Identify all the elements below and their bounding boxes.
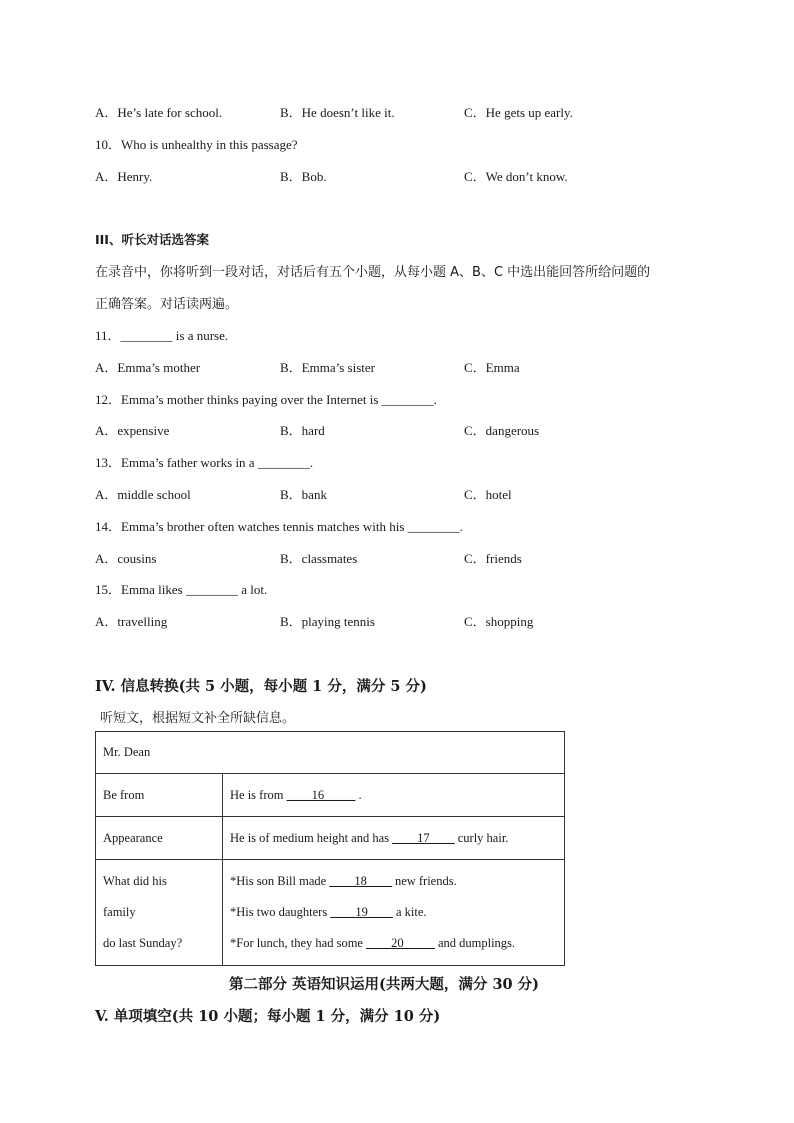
q14-blank: ________	[407, 519, 460, 534]
q11-blank: ________	[120, 328, 173, 343]
row-value-be-from	[223, 774, 565, 817]
q10-stem: 10．Who is unhealthy in this passage?	[95, 137, 298, 152]
row3-line2-text: *His two daughters	[230, 905, 331, 919]
q14-text: 14．Emma’s brother often watches tennis matches with his	[95, 519, 408, 534]
q12-option-c: C．dangerous	[464, 423, 540, 438]
table-row	[96, 860, 565, 966]
table-row	[96, 774, 565, 817]
q10-option-c: C．We don’t know.	[464, 169, 568, 184]
row3-line2-end: a kite.	[392, 905, 427, 919]
row-label-last-sunday	[96, 860, 223, 966]
row3-line1-text: *His son Bill made	[230, 874, 330, 888]
section-4-title: IV. 信息转换(共 5 小题，每小题 1 分，满分 5 分)	[95, 678, 427, 695]
row3-line3	[230, 928, 557, 959]
q15-stem	[95, 579, 267, 598]
row3-line3-end: and dumplings.	[434, 936, 516, 950]
part-2-title: 第二部分 英语知识运用(共两大题，满分 30 分)	[229, 976, 540, 993]
table-row	[96, 817, 565, 860]
q11-option-b: B．Emma’s sister	[280, 360, 375, 375]
q11-text: is a nurse.	[172, 328, 229, 343]
q15-text: 15．Emma likes	[95, 582, 186, 597]
section-5-title: V. 单项填空(共 10 小题；每小题 1 分，满分 10 分)	[95, 1008, 441, 1025]
q14-option-a: A．cousins	[95, 551, 157, 566]
row-label-be-from: Be from	[96, 774, 223, 817]
q13-end: .	[309, 455, 314, 470]
q15-blank: ________	[186, 582, 238, 597]
info-table	[95, 731, 565, 966]
blank-16: ____16_____	[286, 787, 356, 802]
q15-option-a: A．travelling	[95, 614, 168, 629]
q10-option-b: B．Bob.	[280, 169, 327, 184]
q9-option-b: B．He doesn’t like it.	[280, 105, 395, 120]
q12-option-a: A．expensive	[95, 423, 170, 438]
q11-option-c: C．Emma	[464, 360, 520, 375]
row-label-appearance: Appearance	[96, 817, 223, 860]
q14-option-b: B．classmates	[280, 551, 358, 566]
q12-end: .	[433, 392, 437, 407]
q11-number: 11．	[95, 328, 121, 343]
q9-option-a: A．He’s late for school.	[95, 105, 223, 120]
q14-stem	[95, 516, 463, 535]
section-3-title: III、听长对话选答案	[95, 232, 209, 247]
q13-option-c: C．hotel	[464, 487, 512, 502]
q13-stem	[95, 452, 313, 471]
blank-20: ____20_____	[366, 936, 435, 950]
q13-option-a: A．middle school	[95, 487, 191, 502]
q12-text: 12．Emma’s mother thinks paying over the Internet is	[95, 392, 382, 407]
section-3-instruction-line1: 在录音中，你将听到一段对话，对话后有五个小题，从每小题 A、B、C 中选出能回答所给问题的	[95, 265, 651, 280]
q15-option-c: C．shopping	[464, 614, 534, 629]
section-4-instruction: 听短文，根据短文补全所缺信息。	[100, 711, 296, 726]
row3-label-line3: do last Sunday?	[103, 936, 183, 950]
table-header-cell: Mr. Dean	[96, 732, 565, 774]
row3-label-line2: family	[103, 905, 136, 919]
q11-option-a: A．Emma’s mother	[95, 360, 201, 375]
q14-end: .	[459, 519, 463, 534]
q14-option-c: C．friends	[464, 551, 522, 566]
q10-option-a: A．Henry.	[95, 169, 153, 184]
blank-17: ____17____	[392, 830, 455, 845]
row1-end: .	[355, 787, 362, 802]
q13-text: 13．Emma’s father works in a	[95, 455, 258, 470]
q13-option-b: B．bank	[280, 487, 327, 502]
q12-blank: ________	[381, 392, 434, 407]
row-value-appearance	[223, 817, 565, 860]
row3-label-line1: What did his	[103, 874, 167, 888]
table-header-row	[96, 732, 565, 774]
blank-18: ____18____	[329, 874, 392, 888]
row-value-last-sunday	[223, 860, 565, 966]
row2-end: curly hair.	[454, 830, 509, 845]
row1-text: He is from	[230, 787, 287, 802]
q9-option-c: C．He gets up early.	[464, 105, 573, 120]
q11-stem	[95, 325, 228, 344]
row3-line3-text: *For lunch, they had some	[230, 936, 367, 950]
section-3-instruction-line2: 正确答案。对话读两遍。	[95, 297, 239, 312]
q15-option-b: B．playing tennis	[280, 614, 375, 629]
row3-line2	[230, 897, 557, 928]
row2-text: He is of medium height and has	[230, 830, 393, 845]
row3-line1	[230, 866, 557, 897]
q12-option-b: B．hard	[280, 423, 325, 438]
row3-line1-end: new friends.	[391, 874, 457, 888]
blank-19: ____19____	[330, 905, 393, 919]
q12-stem	[95, 389, 437, 408]
q15-end: a lot.	[238, 582, 268, 597]
q13-blank: ________	[257, 455, 310, 470]
